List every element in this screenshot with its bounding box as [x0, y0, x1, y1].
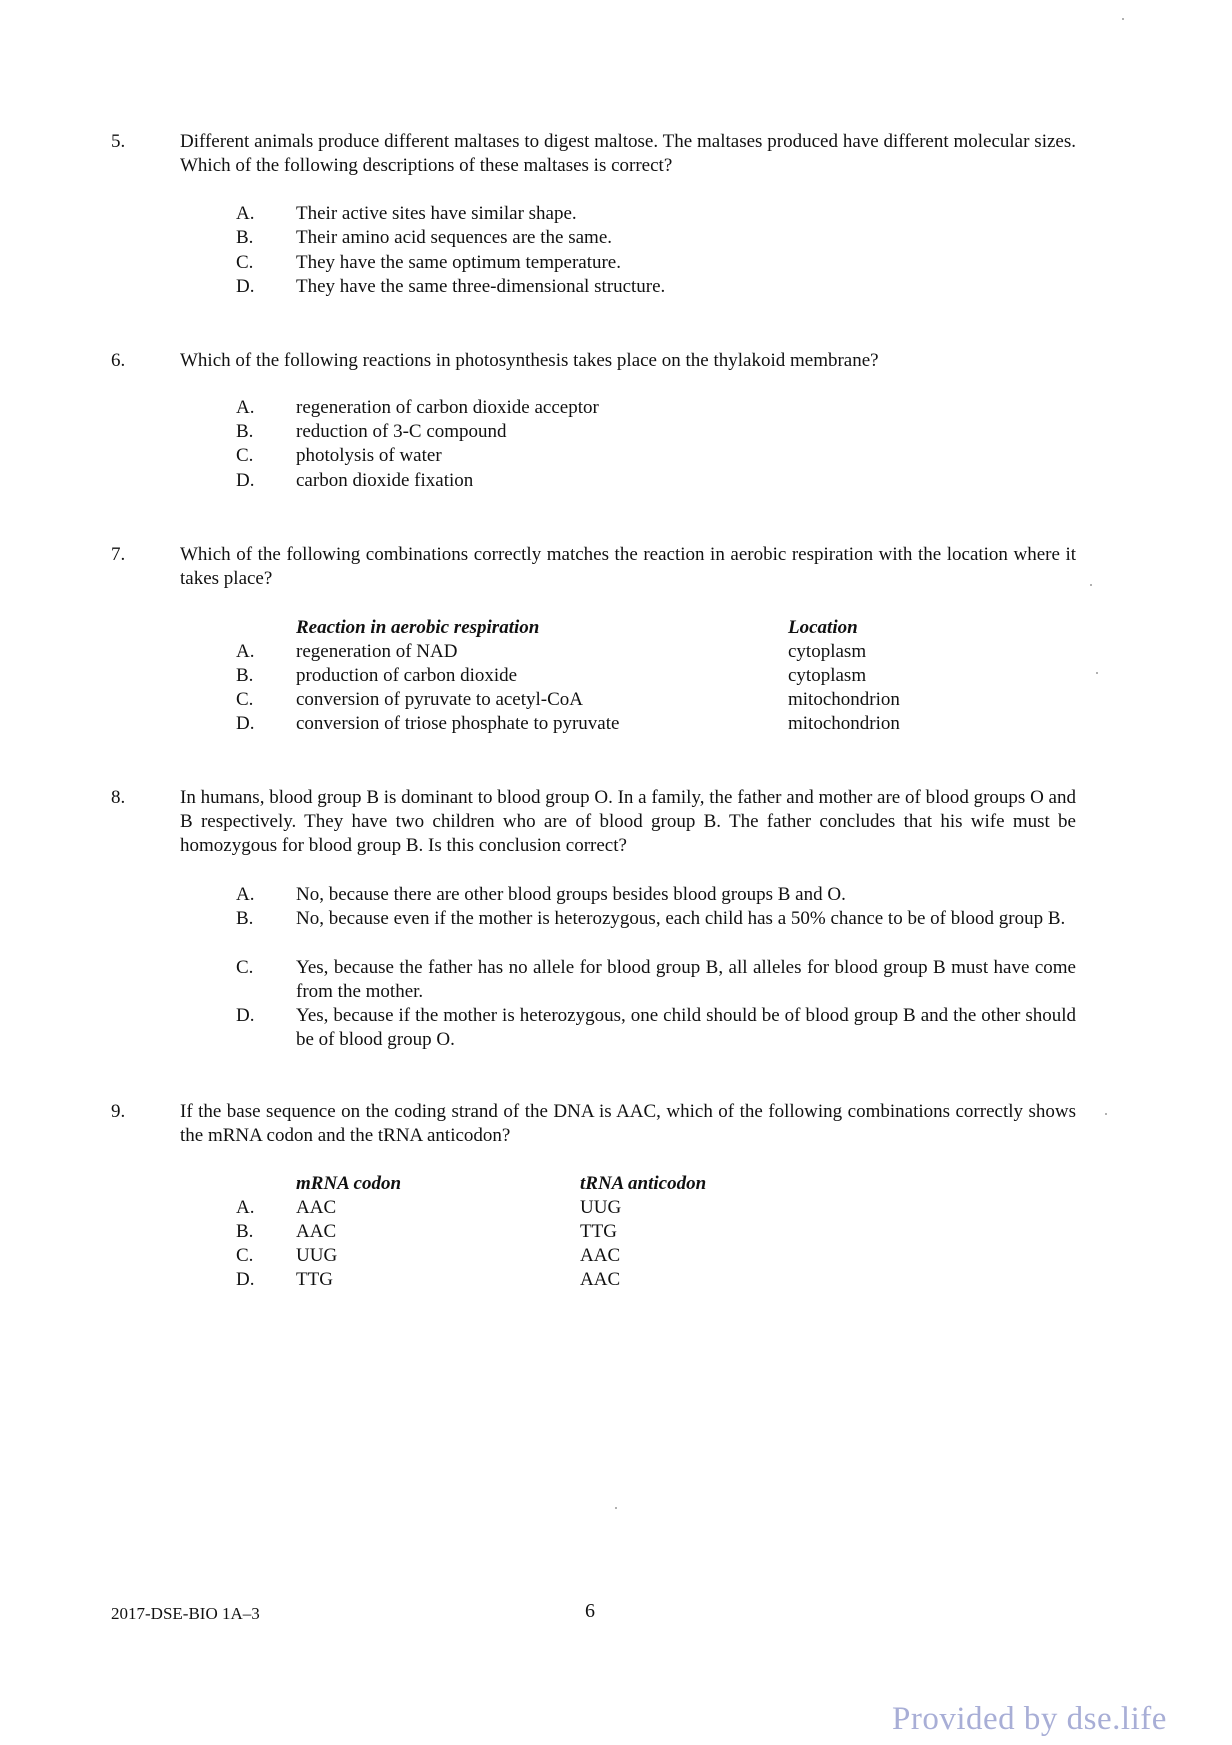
scan-speck [615, 1507, 617, 1509]
location-cell: mitochondrion [788, 713, 900, 734]
scan-speck [1105, 1113, 1107, 1115]
option-text: They have the same three-dimensional structure. [296, 276, 666, 297]
option-letter: A. [236, 397, 255, 418]
reaction-cell: production of carbon dioxide [296, 665, 518, 686]
option-letter: C. [236, 1245, 254, 1266]
trna-cell: TTG [580, 1221, 617, 1242]
reaction-cell: regeneration of NAD [296, 641, 458, 662]
trna-cell: AAC [580, 1245, 621, 1266]
question-stem: In humans, blood group B is dominant to blood group O. In a family, the father and mother are of blood groups O and B respectively. They have two children who are of blood group B. The father concludes that his wife must be homozygous for blood group B. Is this conclusion correct? [180, 787, 1076, 856]
option-letter: B. [236, 1221, 254, 1242]
watermark: Provided by dse.life [892, 1701, 1167, 1737]
column-header-trna: tRNA anticodon [580, 1173, 707, 1194]
option-text: Their amino acid sequences are the same. [296, 227, 612, 248]
paper-code: 2017-DSE-BIO 1A–3 [111, 1604, 260, 1623]
question-number: 7. [111, 544, 126, 565]
scan-speck [1122, 18, 1124, 20]
option-letter: D. [236, 276, 255, 297]
trna-cell: AAC [580, 1269, 621, 1290]
question-number: 9. [111, 1101, 126, 1122]
option-letter: C. [236, 445, 254, 466]
option-letter: D. [236, 1005, 255, 1026]
option-letter: A. [236, 1197, 255, 1218]
location-cell: cytoplasm [788, 641, 867, 662]
option-letter: D. [236, 1269, 255, 1290]
question-stem: If the base sequence on the coding strand of the DNA is AAC, which of the following combinations correctly shows the mRNA codon and the tRNA anticodon? [180, 1101, 1076, 1146]
question-stem: Which of the following combinations correctly matches the reaction in aerobic respiration with the location where it takes place? [180, 544, 1076, 589]
option-text: No, because even if the mother is heterozygous, each child has a 50% chance to be of blood group B. [296, 908, 1066, 929]
question-number: 6. [111, 350, 126, 371]
option-letter: A. [236, 884, 255, 905]
option-text: Yes, because the father has no allele for blood group B, all alleles for blood group B must have come from the mother. [296, 957, 1076, 1002]
reaction-cell: conversion of pyruvate to acetyl-CoA [296, 689, 584, 710]
mrna-cell: UUG [296, 1245, 338, 1266]
option-text: reduction of 3-C compound [296, 421, 507, 442]
scan-speck [1096, 672, 1098, 674]
column-header-location: Location [788, 617, 858, 638]
question-stem: Different animals produce different maltases to digest maltose. The maltases produced have different molecular sizes. Which of the following descriptions of these maltases is correct? [180, 131, 1076, 176]
option-text: Their active sites have similar shape. [296, 203, 577, 224]
option-text: photolysis of water [296, 445, 442, 466]
option-letter: B. [236, 227, 254, 248]
mrna-cell: TTG [296, 1269, 333, 1290]
reaction-cell: conversion of triose phosphate to pyruvate [296, 713, 620, 734]
option-text: carbon dioxide fixation [296, 470, 474, 491]
option-text: They have the same optimum temperature. [296, 252, 621, 273]
option-text: regeneration of carbon dioxide acceptor [296, 397, 599, 418]
column-header-mrna: mRNA codon [296, 1173, 402, 1194]
mrna-cell: AAC [296, 1221, 337, 1242]
option-letter: A. [236, 641, 255, 662]
option-letter: D. [236, 713, 255, 734]
question-number: 8. [111, 787, 126, 808]
option-letter: D. [236, 470, 255, 491]
column-header-reaction: Reaction in aerobic respiration [296, 617, 540, 638]
location-cell: cytoplasm [788, 665, 867, 686]
question-number: 5. [111, 131, 126, 152]
trna-cell: UUG [580, 1197, 622, 1218]
option-letter: C. [236, 252, 254, 273]
option-letter: B. [236, 908, 254, 929]
option-letter: C. [236, 957, 254, 978]
page-number: 6 [585, 1600, 595, 1622]
question-stem: Which of the following reactions in photosynthesis takes place on the thylakoid membrane? [180, 350, 879, 371]
option-letter: B. [236, 421, 254, 442]
option-text: Yes, because if the mother is heterozygous, one child should be of blood group B and the other should be of blood group O. [296, 1005, 1076, 1050]
option-letter: C. [236, 689, 254, 710]
location-cell: mitochondrion [788, 689, 900, 710]
option-text: No, because there are other blood groups besides blood groups B and O. [296, 884, 846, 905]
option-letter: B. [236, 665, 254, 686]
mrna-cell: AAC [296, 1197, 337, 1218]
scan-speck [1090, 584, 1092, 586]
option-letter: A. [236, 203, 255, 224]
